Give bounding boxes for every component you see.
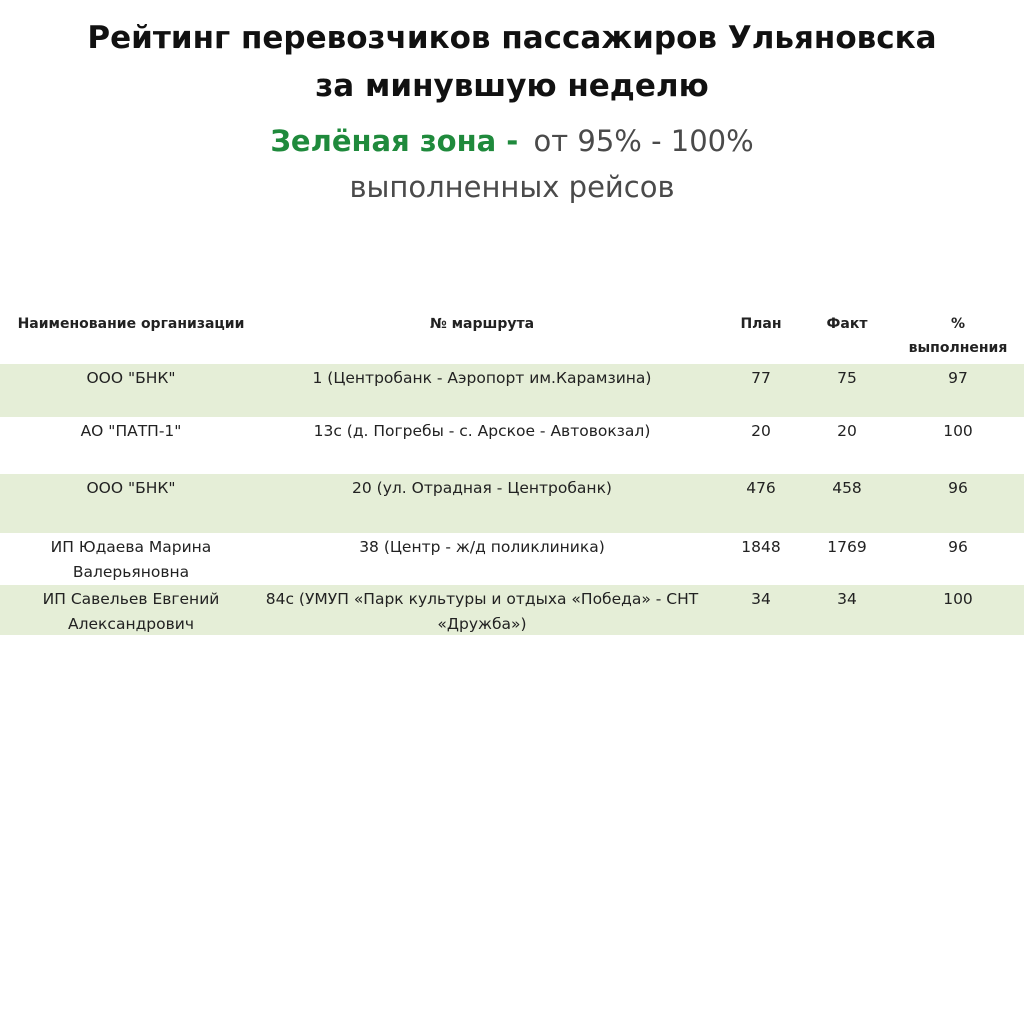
cell-percent: 97 bbox=[948, 369, 968, 387]
cell-route: 38 (Центр - ж/д поликлиника) bbox=[359, 538, 605, 556]
cell-organization: ООО "БНК" bbox=[86, 479, 176, 497]
header-fact: Факт bbox=[826, 316, 868, 332]
cell-route: 20 (ул. Отрадная - Центробанк) bbox=[352, 479, 612, 497]
page-title bbox=[0, 14, 1024, 110]
table-row bbox=[0, 585, 1024, 635]
cell-percent: 100 bbox=[943, 422, 973, 440]
zone-line-2: выполненных рейсов bbox=[349, 170, 675, 204]
header-plan: План bbox=[740, 316, 782, 332]
cell-route: 13с (д. Погребы - с. Арское - Автовокзал) bbox=[313, 422, 651, 440]
header-percent: % выполнения bbox=[908, 316, 1008, 356]
cell-fact: 75 bbox=[837, 369, 857, 387]
table-row bbox=[0, 474, 1024, 533]
cell-plan: 1848 bbox=[741, 538, 781, 556]
title-line-1: Рейтинг перевозчиков пассажиров Ульяновска bbox=[87, 20, 937, 56]
table-row bbox=[0, 533, 1024, 585]
table-row bbox=[0, 364, 1024, 417]
cell-fact: 1769 bbox=[827, 538, 867, 556]
table-row bbox=[0, 417, 1024, 474]
header-organization: Наименование организации bbox=[17, 316, 245, 332]
cell-fact: 34 bbox=[837, 590, 857, 608]
cell-plan: 34 bbox=[751, 590, 771, 608]
cell-route: 1 (Центробанк - Аэропорт им.Карамзина) bbox=[312, 369, 652, 387]
cell-organization: ИП Савельев Евгений Александрович bbox=[42, 590, 220, 633]
table-header bbox=[0, 312, 1024, 364]
cell-percent: 96 bbox=[948, 538, 968, 556]
zone-label: Зелёная зона - bbox=[270, 124, 519, 158]
zone-description bbox=[0, 118, 1024, 210]
cell-organization: АО "ПАТП-1" bbox=[80, 422, 182, 440]
zone-range: от 95% - 100% bbox=[533, 124, 754, 158]
cell-fact: 20 bbox=[837, 422, 857, 440]
cell-route: 84с (УМУП «Парк культуры и отдыха «Победа» - СНТ «Дружба») bbox=[265, 590, 699, 633]
cell-plan: 20 bbox=[751, 422, 771, 440]
cell-plan: 77 bbox=[751, 369, 771, 387]
cell-percent: 100 bbox=[943, 590, 973, 608]
carrier-rating-table bbox=[0, 312, 1024, 635]
cell-percent: 96 bbox=[948, 479, 968, 497]
cell-fact: 458 bbox=[832, 479, 862, 497]
zone-line-1 bbox=[0, 118, 1024, 164]
cell-organization: ИП Юдаева Марина Валерьяновна bbox=[50, 538, 212, 581]
header-route: № маршрута bbox=[429, 316, 535, 332]
cell-plan: 476 bbox=[746, 479, 776, 497]
title-line-2: за минувшую неделю bbox=[315, 68, 709, 104]
cell-organization: ООО "БНК" bbox=[86, 369, 176, 387]
